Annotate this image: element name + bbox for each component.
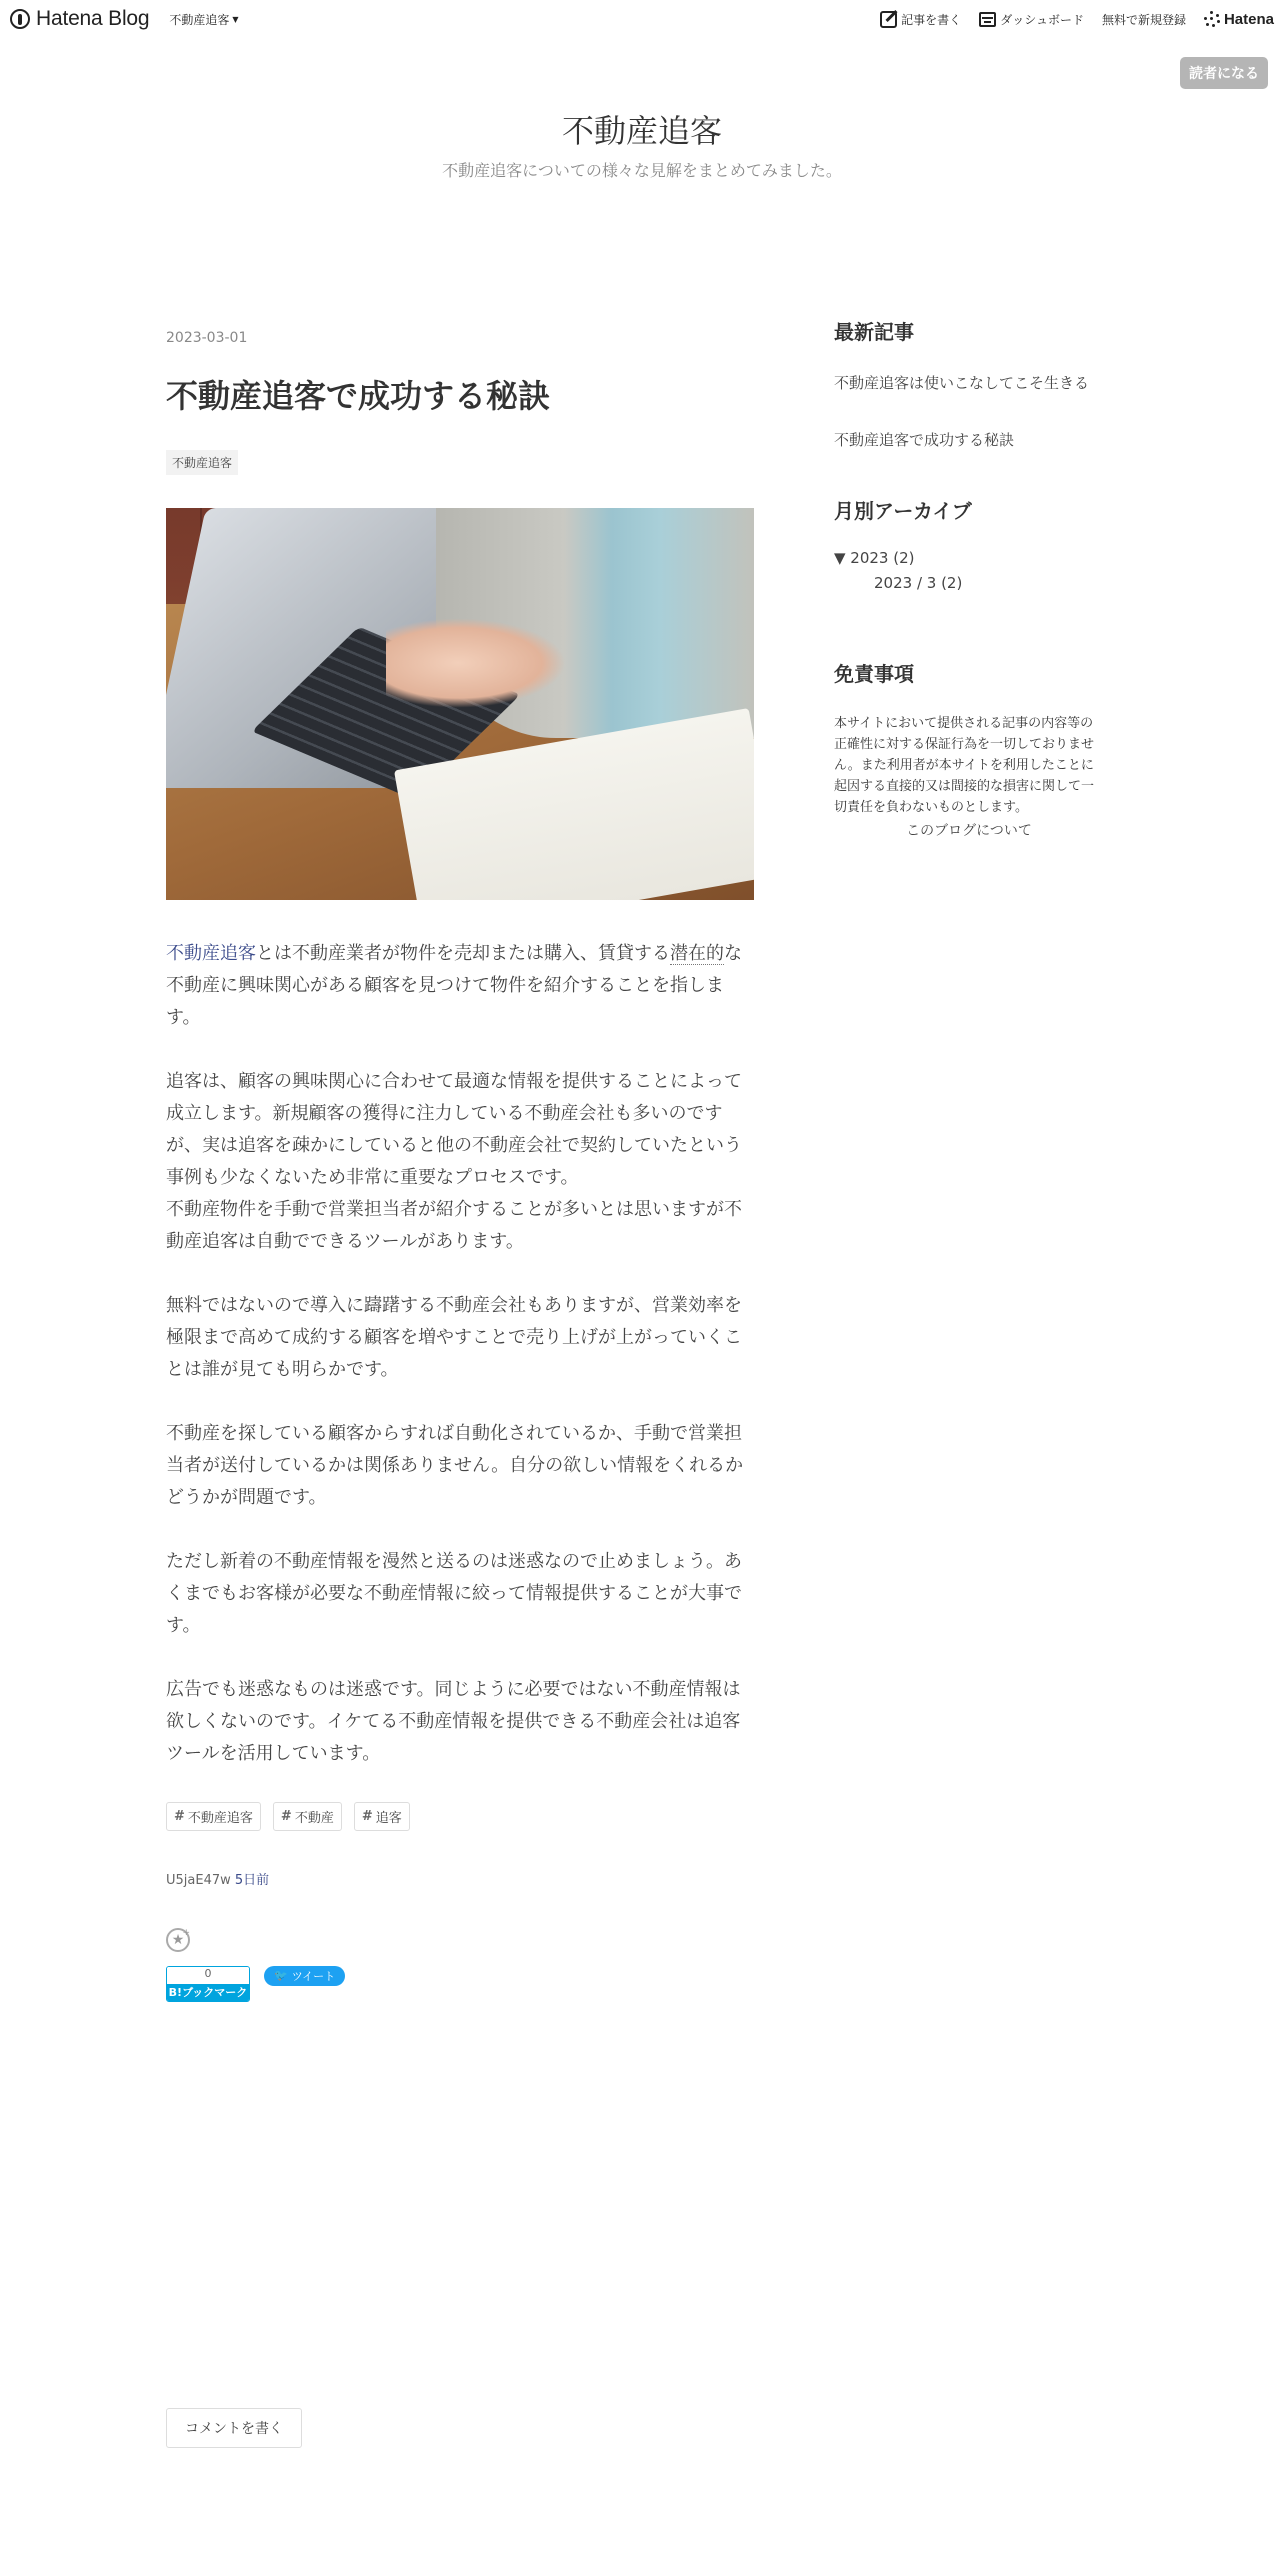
write-article-link[interactable] <box>880 11 961 28</box>
hatena-label: Hatena <box>1223 10 1274 28</box>
bookmark-label: B!ブックマーク <box>168 1985 248 1999</box>
hatena-link[interactable] <box>1204 11 1274 28</box>
paragraph: 広告でも迷惑なものは迷惑です。同じように必要ではない不動産情報は欲しくないのです。イケてる不動産情報を提供できる不動産会社は追客ツールを活用しています。 <box>166 1678 741 1764</box>
author-name[interactable]: U5jaE47w <box>166 1872 231 1888</box>
entry-body <box>166 938 754 1770</box>
tag-chip[interactable]: # 不動産追客 <box>166 1802 261 1831</box>
disclaimer-text: 本サイトにおいて提供される記事の内容等の正確性に対する保証行為を一切しておりません。また利用者が本サイトを利用したことに起因する直接的又は間接的な損害に関して一切責任を負わないものとします。 <box>834 716 1095 815</box>
category-chip[interactable]: 不動産追客 <box>166 450 238 475</box>
article-hero-image <box>166 508 754 900</box>
hatena-dots-icon <box>1204 11 1220 27</box>
tweet-label: ツイート <box>291 1969 336 1983</box>
tag-chip[interactable]: # 不動産 <box>273 1802 342 1831</box>
tag-chip[interactable]: # 追客 <box>354 1802 410 1831</box>
disclaimer-title: 免責事項 <box>834 662 914 686</box>
paragraph: ただし新着の不動産情報を漫然と送るのは迷惑なので止めましょう。あくまでもお客様が必要な不動産情報に絞って情報提供することが大事です。 <box>166 1550 742 1636</box>
archive-month-link[interactable]: 2023 / 3 (2) <box>874 574 963 592</box>
global-header <box>0 0 1284 38</box>
plus-icon: + <box>182 1927 190 1938</box>
recent-entry-link[interactable]: 不動産追客で成功する秘訣 <box>834 431 1015 449</box>
recent-entries-module <box>834 316 1104 453</box>
signup-link[interactable] <box>1102 11 1186 28</box>
write-comment-button[interactable]: コメントを書く <box>166 2408 302 2448</box>
dashboard-link[interactable] <box>979 11 1084 28</box>
archive-module <box>834 495 1104 596</box>
archive-title: 月別アーカイブ <box>834 499 972 523</box>
paragraph: 不動産を探している顧客からすれば自動化されているか、手動で営業担当者が送付しているかは関係ありません。自分の欲しい情報をくれるかどうかが問題です。 <box>166 1422 744 1508</box>
hashtag-icon: # <box>280 1808 292 1824</box>
blog-title[interactable]: 不動産追客 <box>561 112 722 150</box>
share-buttons <box>166 1966 754 2002</box>
hashtag-icon: # <box>361 1808 373 1824</box>
about-blog-link[interactable]: このブログについて <box>906 823 1032 839</box>
blog-description: 不動産追客についての様々な見解をまとめてみました。 <box>442 161 842 180</box>
keyword-link-senzaiteki[interactable]: 潜在的 <box>670 942 724 964</box>
recent-entry-link[interactable]: 不動産追客は使いこなしてこそ生きる <box>834 374 1090 392</box>
entry-tags <box>166 1802 754 1831</box>
bookmark-count: 0 <box>167 1967 249 1984</box>
dashboard-icon <box>979 12 996 27</box>
caret-down-icon: ▼ <box>232 14 239 24</box>
author-line <box>166 1869 754 1888</box>
hatena-blog-logo[interactable] <box>10 7 149 31</box>
twitter-bird-icon: 🐦 <box>274 1969 288 1983</box>
subscribe-button[interactable]: 読者になる <box>1180 57 1268 89</box>
article <box>166 330 754 2002</box>
archive-year-toggle[interactable]: ▼ 2023 (2) <box>834 549 915 567</box>
disclaimer-module <box>834 658 1104 840</box>
paragraph: 無料ではないので導入に躊躇する不動産会社もありますが、営業効率を極限まで高めて成約する顧客を増やすことで売り上げが上がっていくことは誰が見ても明らかです。 <box>166 1294 742 1380</box>
sidebar <box>834 316 1104 840</box>
paragraph: 追客は、顧客の興味関心に合わせて最適な情報を提供することによって成立します。新規顧客の獲得に注力している不動産会社も多いのですが、実は追客を疎かにしていると他の不動産会社で契約していたという事例も少なくないため非常に重要なプロセスです。 不動産物件を手動で営業担当者が紹介することが多いとは思いますが不動産追客は自動でできるツールがあります。 <box>166 1070 742 1252</box>
blog-switcher-dropdown[interactable] <box>169 11 238 28</box>
hashtag-icon: # <box>174 1808 185 1824</box>
dashboard-label: ダッシュボード <box>1000 12 1084 27</box>
entry-date[interactable]: 2023-03-01 <box>166 330 248 346</box>
blog-switcher-label: 不動産追客 <box>169 12 230 27</box>
pencil-icon <box>880 11 897 28</box>
entry-time-ago[interactable]: 5日前 <box>234 1872 270 1888</box>
recent-entries-title: 最新記事 <box>834 320 914 344</box>
add-star-button[interactable] <box>166 1928 190 1952</box>
tweet-button[interactable] <box>264 1966 345 1986</box>
entry-title[interactable]: 不動産追客で成功する秘訣 <box>166 377 551 415</box>
write-article-label: 記事を書く <box>901 12 962 27</box>
paragraph: 不動産追客とは不動産業者が物件を売却または購入、賃貸する潜在的な不動産に興味関心がある顧客を見つけて物件を紹介することを指します。 <box>166 942 742 1028</box>
keyword-link-fudosan-tsuikyaku[interactable]: 不動産追客 <box>166 942 256 964</box>
star-icon: ★ <box>171 1931 185 1948</box>
hatena-bookmark-button[interactable] <box>166 1966 250 2002</box>
signup-label: 無料で新規登録 <box>1101 12 1186 27</box>
hatena-blog-logo-icon <box>10 9 30 29</box>
logo-text: Hatena Blog <box>36 7 150 30</box>
